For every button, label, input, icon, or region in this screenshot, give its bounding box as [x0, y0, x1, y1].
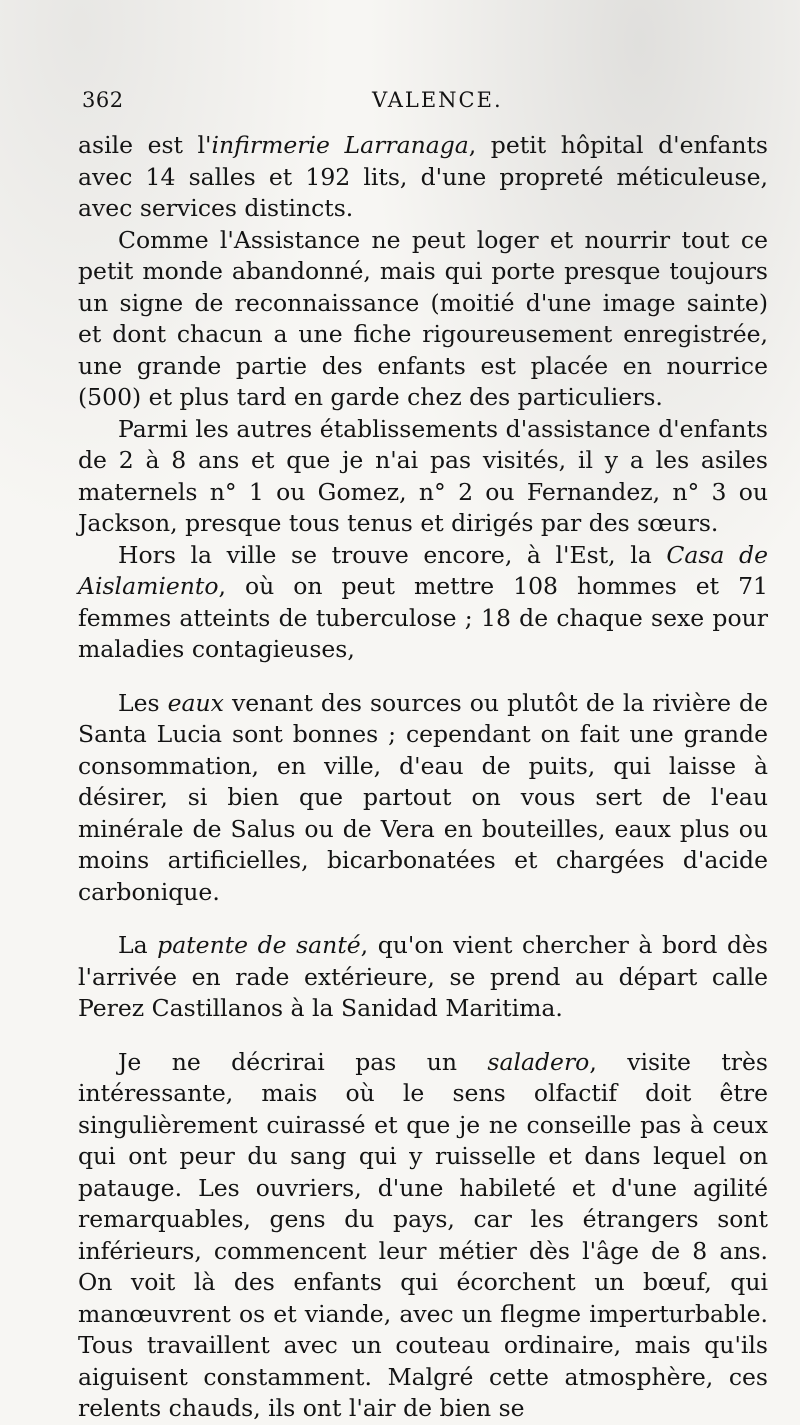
paragraph — [78, 225, 768, 414]
text-segment: , visite très intéressante, mais où le sens olfactif doit être singulièrement cuirassé et que je ne conseille pas à ceux qui ont peur du sang qui y ruisselle et dans lequel on patauge. Les ouvriers, d'une habileté et d'une agilité remarquables, gens du pays, car les étrangers sont inférieurs, commencent leur métier dès l'âge de 8 ans. On voit là des enfants qui écorchent un bœuf, qui manœuvrent os et viande, avec un flegme imperturbable. Tous travaillent avec un couteau ordinaire, mais qu'ils aiguisent constamment. Malgré cette atmosphère, ces relents chauds, ils ont l'air de bien se — [78, 1047, 768, 1422]
italic-term: saladero — [487, 1047, 590, 1076]
text-segment: , où on peut mettre 108 hommes et 71 femmes atteints de tuberculose ; 18 de chaque sexe pour maladies contagieuses, — [78, 572, 768, 663]
paragraph — [78, 688, 768, 909]
text-segment: , petit hôpital d'enfants avec 14 salles et 192 lits, d'une propreté méticuleuse, avec services distincts. — [78, 131, 768, 222]
italic-term: eaux — [167, 688, 224, 717]
text-segment: asile est l' — [78, 131, 212, 159]
paragraph — [78, 414, 768, 540]
paragraph — [78, 930, 768, 1025]
running-title: VALENCE. — [372, 88, 503, 112]
text-segment: , qu'on vient chercher à bord dès l'arrivée en rade extérieure, se prend au départ calle Perez Castillanos à la Sanidad Maritima. — [78, 931, 768, 1022]
italic-term: Casa de Aislamiento — [78, 540, 768, 600]
body-text — [78, 130, 768, 1425]
paragraph — [78, 540, 768, 666]
paragraph — [78, 130, 768, 225]
paragraph — [78, 1047, 768, 1425]
italic-term: patente de santé — [157, 931, 361, 959]
text-segment: Parmi les autres établissements d'assistance d'enfants de 2 à 8 ans et que je n'ai pas visités, il y a les asiles maternels n° 1 ou Gomez, n° 2 ou Fernandez, n° 3 ou Jackson, presque tous tenus et dirigés par des sœurs. — [78, 414, 768, 537]
text-segment: Comme l'Assistance ne peut loger et nourrir tout ce petit monde abandonné, mais qui porte presque toujours un signe de reconnaissance (moitié d'une image sainte) et dont chacun a une fiche rigoureusement enregistrée, une grande partie des enfants est placée en nourrice (500) et plus tard en garde chez des particuliers. — [78, 225, 768, 411]
text-segment: venant des sources ou plutôt de la rivière de Santa Lucia sont bonnes ; cependant on fait une grande consommation, en ville, d'eau de puits, qui laisse à désirer, si bien que partout on vous sert de l'eau minérale de Salus ou de Vera en bouteilles, eaux plus ou moins artificielles, bicarbonatées et chargées d'acide carbonique. — [78, 688, 768, 906]
text-segment: La — [118, 931, 158, 959]
text-segment: Hors la ville se trouve encore, à l'Est, la — [118, 540, 667, 569]
italic-term: infirmerie Larranaga — [211, 131, 469, 159]
page-header — [82, 88, 772, 124]
text-segment: Les — [118, 688, 168, 717]
page-number: 362 — [82, 88, 124, 112]
text-segment: Je ne décrirai pas un — [118, 1047, 488, 1076]
